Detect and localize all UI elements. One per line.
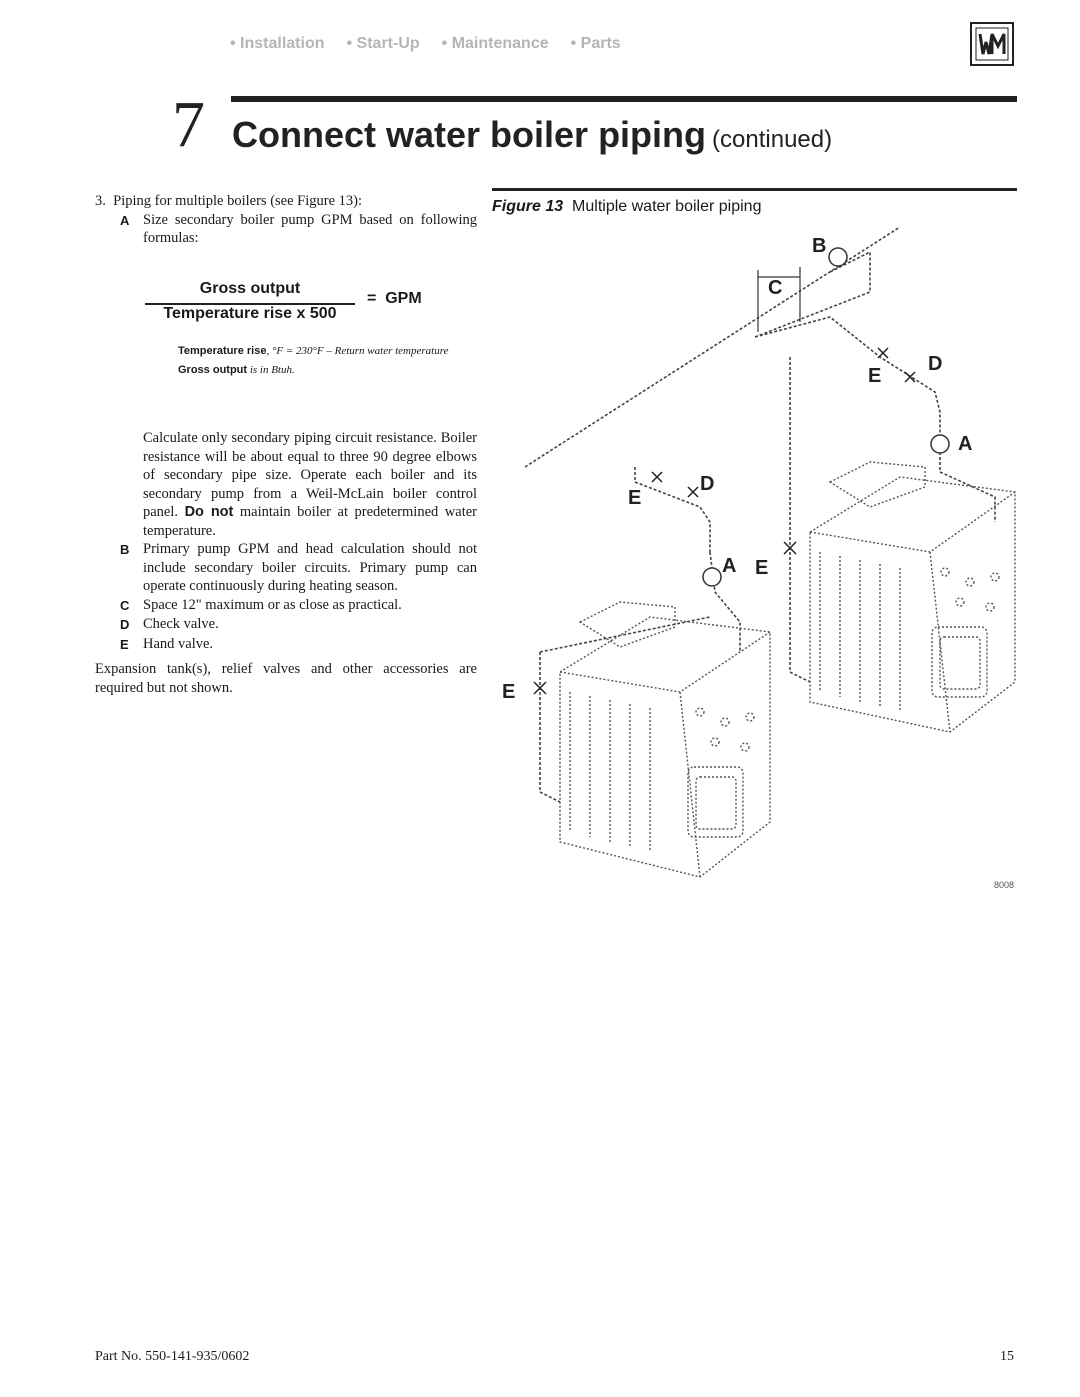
- section-number: 7: [172, 88, 205, 161]
- callout-a-left: A: [722, 555, 737, 577]
- item-d: [95, 615, 477, 635]
- valve-right-e: [878, 348, 888, 358]
- item-a-text: Size secondary boiler pump GPM based on following formulas:: [143, 211, 477, 246]
- item-3: [95, 192, 477, 248]
- boiler-right: [810, 462, 1015, 732]
- callout-b: B: [812, 235, 827, 257]
- nav-parts: • Parts: [570, 35, 621, 52]
- callout-e-far: E: [502, 681, 516, 703]
- pump-a-right: [931, 435, 949, 453]
- formula-result: = GPM: [367, 290, 422, 307]
- figure-code: 8008: [994, 880, 1015, 890]
- callout-e-mid: E: [755, 557, 769, 579]
- boiler-piping-diagram: [500, 222, 1020, 892]
- item-b-text: Primary pump GPM and head calculation should not include secondary boiler circuits. Primary pump can operate continuously during heating season.: [143, 541, 477, 594]
- title-rule-top: [231, 96, 1017, 102]
- figure-caption: [492, 198, 761, 216]
- note-gross-output: Gross output is in Btuh.: [178, 364, 295, 376]
- item-e-text: Hand valve.: [143, 635, 214, 652]
- figure-label: Figure 13: [492, 198, 564, 215]
- item-e-letter: E: [120, 636, 129, 652]
- formula-notes: [178, 342, 448, 380]
- nav-installation: • Installation: [230, 35, 325, 52]
- secondary-loop-left-link: [540, 617, 710, 652]
- item-c: [95, 596, 477, 616]
- section-title-suffix: (continued): [712, 126, 833, 153]
- body-continued: [95, 429, 477, 697]
- item-c-letter: C: [120, 597, 130, 613]
- item-e: [95, 635, 477, 655]
- weil-mclain-logo: [970, 22, 1014, 66]
- secondary-loop-right-supply: [755, 317, 943, 437]
- header-nav: [230, 35, 621, 53]
- item-b-letter: B: [120, 542, 130, 557]
- figure-rule: [492, 188, 1017, 191]
- item-3-text: 3. Piping for multiple boilers (see Figure 13):: [95, 193, 363, 209]
- callout-d-left: D: [700, 473, 715, 495]
- figure-caption-text: Multiple water boiler piping: [572, 198, 762, 215]
- nav-maintenance: • Maintenance: [441, 35, 549, 52]
- item-b: [95, 540, 477, 596]
- secondary-loop-right-return: [790, 357, 810, 682]
- boiler-left: [560, 602, 770, 877]
- secondary-loop-left-supply: [635, 467, 710, 552]
- callout-e-left: E: [628, 487, 642, 509]
- note-temperature-rise: Temperature rise, °F = 230°F – Return water temperature: [178, 345, 449, 357]
- item-a-cont-bold: Do not: [184, 504, 234, 520]
- section-title-text: Connect water boiler piping: [232, 114, 707, 155]
- pump-b: [829, 248, 847, 266]
- item-a-cont-pre: Calculate only secondary piping circuit resistance. Boiler resistance will be about equal to three 90 degree elbows of secondary pipe size. Operate each boiler and its secondary pump from a Weil-McLain boiler control panel.: [143, 430, 477, 520]
- callout-c: C: [768, 277, 783, 299]
- valve-left-d: [688, 487, 698, 497]
- footer-part-number: Part No. 550-141-935/0602: [95, 1349, 250, 1364]
- item-a-letter: A: [120, 212, 130, 228]
- valve-right-d: [905, 372, 915, 382]
- pump-a-left: [703, 568, 721, 586]
- closing-paragraph: Expansion tank(s), relief valves and other accessories are required but not shown.: [95, 661, 477, 696]
- callout-a-right: A: [958, 433, 973, 455]
- item-d-letter: D: [120, 617, 130, 632]
- section-title: [232, 112, 832, 163]
- item-a-cont-post: maintain boiler at predetermined water temperature.: [143, 504, 477, 539]
- valve-left-e: [652, 472, 662, 482]
- callout-e-right: E: [868, 365, 882, 387]
- item-c-text: Space 12" maximum or as close as practical.: [143, 596, 402, 613]
- secondary-loop-left-return: [540, 652, 560, 802]
- item-a: [95, 211, 477, 248]
- formula-denominator: Temperature rise x 500: [163, 305, 337, 322]
- nav-startup: • Start-Up: [346, 35, 420, 52]
- formula-numerator: Gross output: [199, 280, 301, 297]
- item-d-text: Check valve.: [143, 616, 219, 632]
- footer-page-number: 15: [1000, 1349, 1014, 1364]
- item-a-continued: [95, 429, 477, 540]
- callout-d-right: D: [928, 353, 943, 375]
